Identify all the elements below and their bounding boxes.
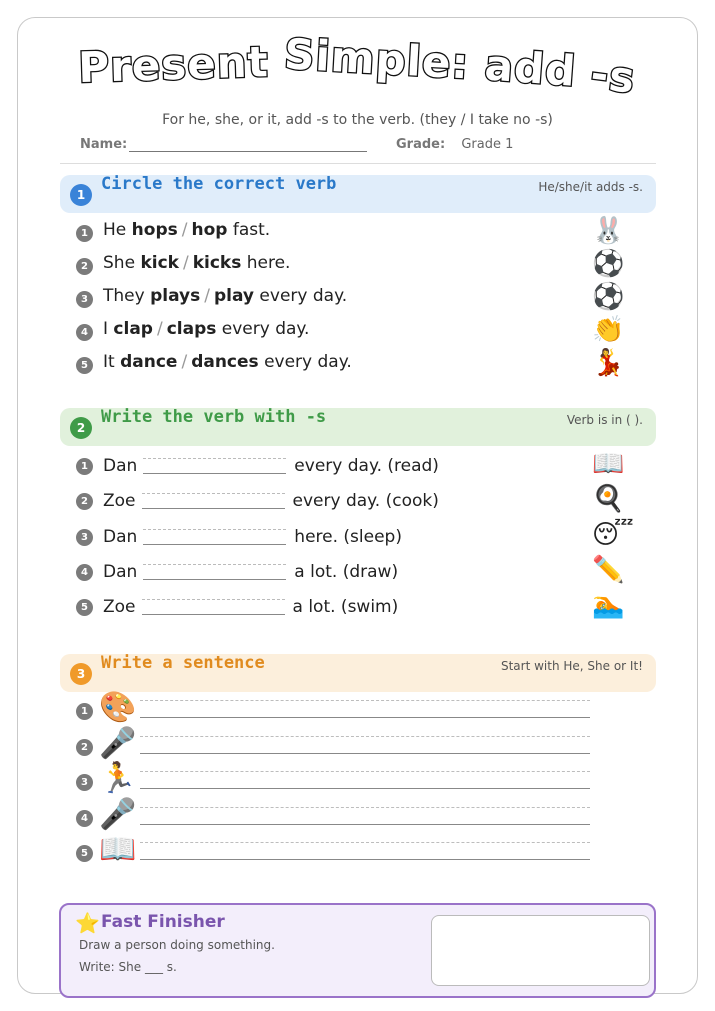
sleeping-face-icon: 😴 <box>592 520 634 550</box>
writing-line[interactable] <box>140 734 590 754</box>
exercise-row <box>0 218 715 248</box>
verb-option[interactable]: hop <box>191 220 228 240</box>
item-number: 1 <box>76 225 93 242</box>
frying-pan-icon: 🍳 <box>592 484 625 514</box>
paint-palette-icon: 🎨 <box>99 690 137 725</box>
grade-field <box>396 137 513 152</box>
star-icon: ⭐ <box>75 911 100 935</box>
answer-blank[interactable] <box>143 527 286 545</box>
item-number: 1 <box>76 458 93 475</box>
sentence <box>103 488 439 511</box>
sentence-end: every day. <box>221 319 310 339</box>
writing-line[interactable] <box>140 805 590 825</box>
sentence <box>103 220 270 240</box>
item-number: 2 <box>76 493 93 510</box>
verb-option[interactable]: dances <box>191 352 259 372</box>
item-number: 4 <box>76 564 93 581</box>
name-label: Name: <box>80 137 128 152</box>
fast-finisher-instruction: Draw a person doing something. <box>79 938 275 952</box>
sentence-end: fast. <box>232 220 271 240</box>
title-word: Simple: <box>283 29 471 89</box>
sentence-subject: Dan <box>103 562 138 582</box>
sentence-subject: Dan <box>103 456 138 476</box>
answer-blank[interactable] <box>143 562 286 580</box>
sentence <box>103 594 398 617</box>
sentence-subject: I <box>103 319 109 339</box>
slash-separator: / <box>156 319 163 339</box>
item-number: 5 <box>76 845 93 862</box>
slash-separator: / <box>181 352 188 372</box>
sentence-subject: It <box>103 352 115 372</box>
sentence <box>103 319 309 339</box>
sentence <box>103 253 290 273</box>
verb-option[interactable]: hops <box>131 220 178 240</box>
exercise-row <box>0 317 715 347</box>
verb-option[interactable]: plays <box>150 286 201 306</box>
exercise-row <box>0 251 715 281</box>
sentence-end: a lot. (swim) <box>292 597 399 617</box>
sentence <box>103 453 439 476</box>
slash-separator: / <box>181 220 188 240</box>
worksheet-subtitle: For he, she, or it, add -s to the verb. (they / I take no -s) <box>162 112 553 128</box>
answer-blank[interactable] <box>143 456 286 474</box>
writing-line[interactable] <box>140 769 590 789</box>
sentence-end: every day. <box>264 352 352 372</box>
section-1-header <box>60 175 656 213</box>
fast-finisher-heading: Fast Finisher <box>101 912 225 932</box>
sentence-subject: Dan <box>103 527 138 547</box>
writing-row <box>0 726 715 761</box>
exercise-row <box>0 350 715 380</box>
sentence-subject: Zoe <box>103 491 136 511</box>
writing-row <box>0 832 715 867</box>
verb-option[interactable]: kicks <box>192 253 242 273</box>
answer-blank[interactable] <box>142 491 285 509</box>
sentence-subject: She <box>103 253 136 273</box>
section-number-badge: 2 <box>70 417 92 439</box>
dancer-icon: 💃 <box>592 348 625 378</box>
exercise-row <box>0 522 715 552</box>
writing-row <box>0 690 715 725</box>
item-number: 3 <box>76 291 93 308</box>
answer-blank[interactable] <box>142 597 285 615</box>
sentence <box>103 286 347 306</box>
verb-option[interactable]: clap <box>113 319 153 339</box>
microphone-icon: 🎤 <box>99 797 137 832</box>
soccer-ball-icon: ⚽ <box>592 282 625 312</box>
exercise-row <box>0 284 715 314</box>
writing-row <box>0 797 715 832</box>
swimmer-icon: 🏊 <box>592 590 625 620</box>
item-number: 4 <box>76 324 93 341</box>
rabbit-icon: 🐰 <box>592 216 625 246</box>
book-icon: 📖 <box>99 832 137 867</box>
writing-line[interactable] <box>140 840 590 860</box>
sentence-end: here. <box>246 253 291 273</box>
section-2-header <box>60 408 656 446</box>
section-3-header <box>60 654 656 692</box>
clapping-hands-icon: 👏 <box>592 315 625 345</box>
exercise-row <box>0 592 715 622</box>
sentence-subject: He <box>103 220 127 240</box>
section-heading: Circle the correct verb <box>101 174 337 194</box>
item-number: 4 <box>76 810 93 827</box>
slash-separator: / <box>204 286 210 306</box>
section-number-badge: 1 <box>70 184 92 206</box>
section-heading: Write the verb with -s <box>101 407 327 427</box>
item-number: 5 <box>76 357 93 374</box>
verb-option[interactable]: kick <box>140 253 179 273</box>
sentence-end: a lot. (draw) <box>294 562 399 582</box>
sentence-subject: Zoe <box>103 597 136 617</box>
exercise-row <box>0 451 715 481</box>
writing-row <box>0 761 715 796</box>
sentence <box>103 352 352 372</box>
item-number: 2 <box>76 739 93 756</box>
verb-option[interactable]: dance <box>120 352 178 372</box>
fast-finisher-instruction: Write: She ___ s. <box>79 960 177 974</box>
sentence-end: here. (sleep) <box>294 527 402 547</box>
section-heading: Write a sentence <box>101 653 265 673</box>
item-number: 3 <box>76 529 93 546</box>
sentence <box>103 559 398 582</box>
item-number: 3 <box>76 774 93 791</box>
verb-option[interactable]: play <box>213 286 255 306</box>
item-number: 2 <box>76 258 93 275</box>
header-divider <box>60 163 656 164</box>
exercise-row <box>0 486 715 516</box>
item-number: 1 <box>76 703 93 720</box>
fast-finisher-box <box>59 903 656 998</box>
section-number-badge: 3 <box>70 663 92 685</box>
name-input-line[interactable] <box>129 138 367 152</box>
title-word: -s <box>588 48 639 103</box>
sentence-subject: They <box>103 286 145 306</box>
drawing-box[interactable] <box>431 915 650 986</box>
sentence <box>103 524 402 547</box>
sentence-end: every day. (cook) <box>292 491 439 511</box>
verb-option[interactable]: claps <box>166 319 217 339</box>
title-word: Present <box>77 37 270 93</box>
writing-line[interactable] <box>140 698 590 718</box>
sentence-end: every day. <box>259 286 348 306</box>
name-field <box>80 137 367 152</box>
pencil-icon: ✏️ <box>592 555 625 585</box>
sentence-end: every day. (read) <box>294 456 439 476</box>
exercise-row <box>0 557 715 587</box>
title-word: add <box>483 40 579 96</box>
section-hint: Start with He, She or It! <box>500 659 643 673</box>
runner-icon: 🏃 <box>99 761 137 796</box>
soccer-ball-icon: ⚽ <box>592 249 625 279</box>
grade-value: Grade 1 <box>461 137 514 152</box>
book-icon: 📖 <box>592 449 625 479</box>
grade-label: Grade: <box>396 137 446 152</box>
section-hint: He/she/it adds -s. <box>538 180 643 194</box>
microphone-icon: 🎤 <box>99 726 137 761</box>
slash-separator: / <box>182 253 189 273</box>
item-number: 5 <box>76 599 93 616</box>
section-hint: Verb is in ( ). <box>566 413 643 427</box>
